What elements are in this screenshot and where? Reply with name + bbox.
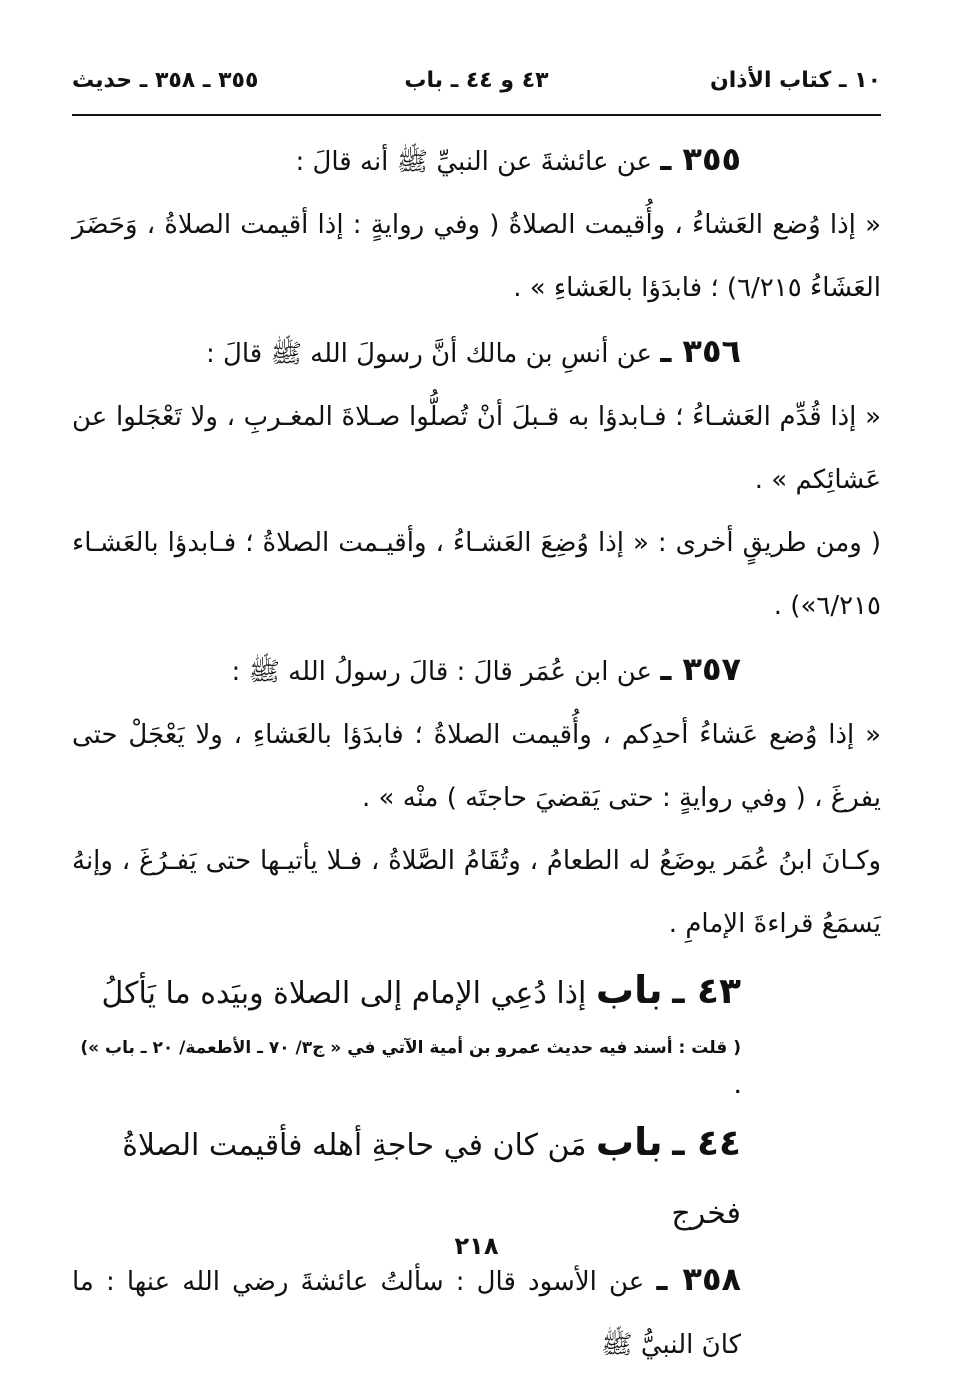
hadith-text: « إذا قُدِّم العَشـاءُ ؛ فـابدؤا به قـبلَ أنْ تُصلُّوا صـلاةَ المغـربِ ، ولا تَعْجَلوا عن عَشائِكم » . (72, 402, 881, 495)
hadith-number: ٣٥٥ ـ (660, 140, 741, 178)
chapter-43-heading (72, 956, 881, 1028)
chapter-number: ٤٤ ـ (672, 1123, 741, 1164)
hadith-357-intro (72, 638, 881, 704)
chapter-bab-word: باب (595, 1120, 663, 1164)
header-sections: ٤٣ و ٤٤ ـ باب (404, 68, 549, 93)
hadith-356-variant (72, 512, 881, 638)
hadith-text: عن عائشةَ عن النبيِّ ﷺ أنه قالَ : (295, 147, 661, 177)
chapter-bab-word: باب (595, 968, 663, 1012)
hadith-number: ٣٥٨ ـ (656, 1260, 741, 1298)
hadith-357-text (72, 704, 881, 830)
chapter-title: إذا دُعِي الإمام إلى الصلاة وبيَده ما يَأكلُ (101, 976, 596, 1011)
hadith-357-note (72, 830, 881, 956)
hadith-number: ٣٥٦ ـ (660, 332, 741, 370)
header-divider (72, 114, 881, 116)
hadith-text: « إذا وُضع العَشاءُ ، وأُقيمت الصلاةُ ( وفي روايةٍ : إذا أقيمت الصلاةُ ، وَحَضَرَ العَشَاءُ ٦/٢١٥) ؛ فابدَؤا بالعَشاءِ » . (72, 210, 881, 303)
chapter-title: مَن كان في حاجةِ أهله فأقيمت الصلاةُ فخرج (122, 1128, 741, 1231)
hadith-text: عن أنسِ بن مالك أنَّ رسولَ الله ﷺ قالَ : (205, 339, 661, 369)
running-header (72, 62, 881, 102)
hadith-text: عن ابن عُمَر قالَ : قالَ رسولُ الله ﷺ : (231, 657, 661, 687)
header-hadith-range: ٣٥٥ ـ ٣٥٨ ـ حديث (72, 68, 259, 93)
hadith-text: عن الأسود قال : سألتُ عائشةَ رضي الله عنها : ما كانَ النبيُّ ﷺ (72, 1267, 741, 1360)
page-number: ٢١٨ (454, 1232, 499, 1260)
hadith-356-text (72, 386, 881, 512)
editor-note: ( قلت : أسند فيه حديث عمرو بن أمية الآتي في « ج٣/ ٧٠ ـ الأطعمة/ ٢٠ ـ باب ») . (80, 1038, 741, 1098)
hadith-number: ٣٥٧ ـ (660, 650, 741, 688)
chapter-43-note (72, 1028, 881, 1108)
hadith-text: ( ومن طريقٍ أخرى : « إذا وُضِعَ العَشـاءُ ، وأقيـمت الصلاةُ ؛ فـابدؤا بالعَشـاء ٦/٢١٥») . (72, 528, 881, 621)
header-chapter: ١٠ ـ كتاب الأذان (709, 68, 881, 93)
chapter-44-heading (72, 1108, 881, 1248)
hadith-358-intro (72, 1248, 881, 1377)
hadith-356-intro (72, 320, 881, 386)
hadith-text: « إذا وُضع عَشاءُ أحدِكم ، وأُقيمت الصلاةُ ؛ فابدَؤا بالعَشاءِ ، ولا يَعْجَلْ حتى يفرغَ ، ( وفي روايةٍ : حتى يَقضيَ حاجتَه ) منْه » . (72, 720, 881, 813)
hadith-text: وكـانَ ابنُ عُمَر يوضَعُ له الطعامُ ، وتُقَامُ الصَّلاةُ ، فـلا يأتيـها حتى يَفـرُغَ ، وإنهُ يَسمَعُ قراءةَ الإمامِ . (72, 846, 881, 939)
hadith-355-intro (72, 128, 881, 194)
hadith-355-text (72, 194, 881, 320)
page-body (72, 128, 881, 1377)
chapter-number: ٤٣ ـ (672, 971, 741, 1012)
